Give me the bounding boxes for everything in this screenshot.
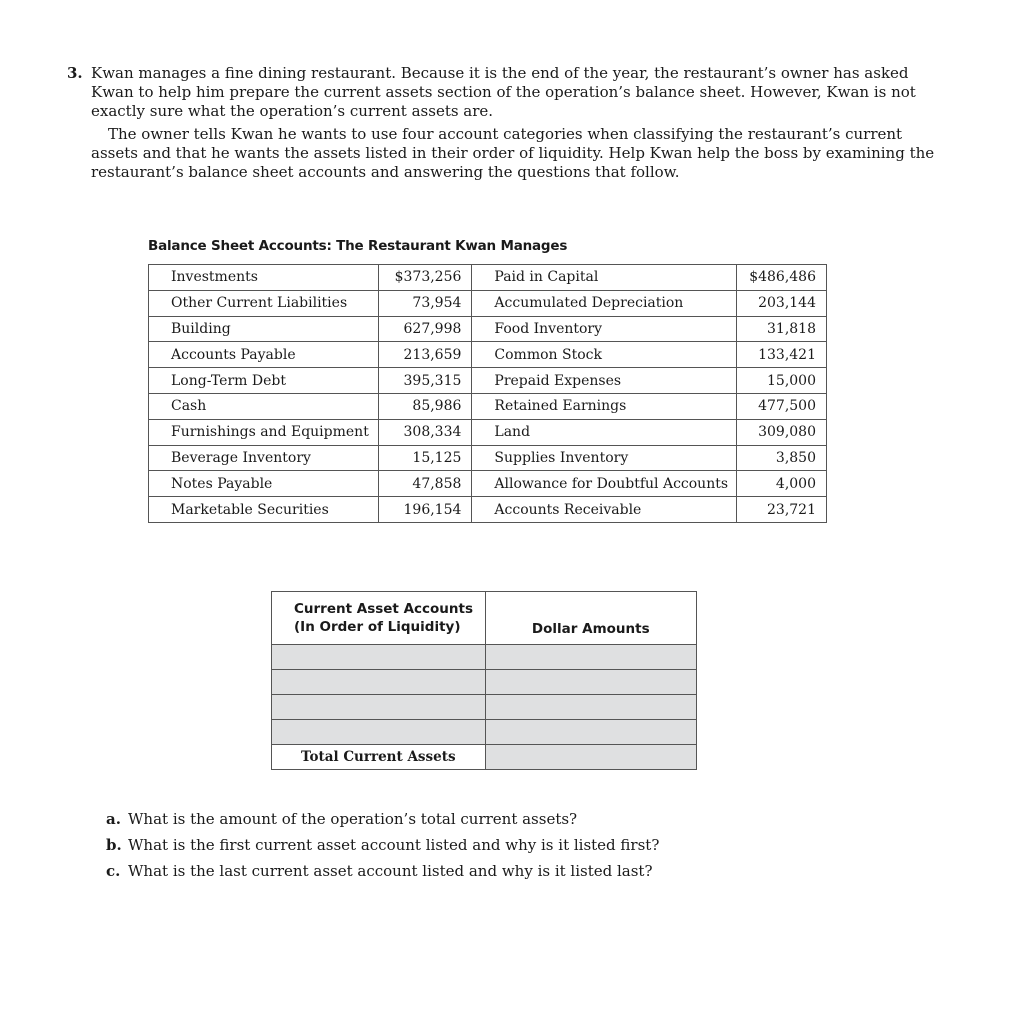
account-name: Cash (149, 393, 379, 419)
question-letter: a. (106, 810, 121, 828)
amount-entry-field[interactable] (485, 720, 696, 745)
account-name: Investments (149, 265, 379, 291)
table-row (149, 342, 827, 368)
account-name: Other Current Liabilities (149, 290, 379, 316)
total-current-assets-label: Total Current Assets (272, 745, 486, 770)
table-row (149, 497, 827, 523)
account-name: Accounts Receivable (472, 497, 737, 523)
account-name: Food Inventory (472, 316, 737, 342)
table-row (149, 471, 827, 497)
table-row (272, 645, 697, 670)
account-amount: 23,721 (737, 497, 827, 523)
question-text: What is the last current asset account listed and why is it listed last? (128, 862, 653, 880)
amount-entry-field[interactable] (485, 695, 696, 720)
account-amount: 4,000 (737, 471, 827, 497)
account-name: Prepaid Expenses (472, 368, 737, 394)
account-amount: 3,850 (737, 445, 827, 471)
account-name: Building (149, 316, 379, 342)
account-name: Accounts Payable (149, 342, 379, 368)
account-name: Common Stock (472, 342, 737, 368)
account-name: Allowance for Doubtful Accounts (472, 471, 737, 497)
account-entry-field[interactable] (272, 720, 486, 745)
question-letter: c. (106, 862, 121, 880)
account-amount: 308,334 (379, 419, 472, 445)
table-row (149, 265, 827, 291)
account-amount: 477,500 (737, 393, 827, 419)
account-amount: 85,986 (379, 393, 472, 419)
problem-paragraph-2: The owner tells Kwan he wants to use four account categories when classifying the restaurant’s current assets and that he wants the assets listed in their order of liquidity. Help Kwan help the boss by examining the restaurant’s balance sheet accounts and answering the questions that follow. (91, 125, 935, 181)
account-entry-field[interactable] (272, 645, 486, 670)
account-amount: 309,080 (737, 419, 827, 445)
table-row (149, 445, 827, 471)
problem-text (67, 64, 937, 182)
account-entry-field[interactable] (272, 670, 486, 695)
question-c (106, 858, 659, 884)
table-row (272, 695, 697, 720)
account-name: Long-Term Debt (149, 368, 379, 394)
account-amount: 133,421 (737, 342, 827, 368)
account-name: Retained Earnings (472, 393, 737, 419)
question-text: What is the first current asset account listed and why is it listed first? (128, 836, 660, 854)
header-line-2: (In Order of Liquidity) (294, 619, 461, 635)
account-name: Furnishings and Equipment (149, 419, 379, 445)
dollar-amounts-header: Dollar Amounts (485, 592, 696, 645)
account-name: Paid in Capital (472, 265, 737, 291)
question-text: What is the amount of the operation’s total current assets? (128, 810, 578, 828)
account-amount: 213,659 (379, 342, 472, 368)
account-amount: 203,144 (737, 290, 827, 316)
balance-sheet-title: Balance Sheet Accounts: The Restaurant Kwan Manages (148, 238, 568, 254)
question-b (106, 832, 659, 858)
table-row (272, 720, 697, 745)
account-name: Land (472, 419, 737, 445)
total-row (272, 745, 697, 770)
account-amount: 15,125 (379, 445, 472, 471)
current-assets-table (271, 591, 697, 770)
table-row (272, 670, 697, 695)
account-amount: 47,858 (379, 471, 472, 497)
questions-list (106, 806, 659, 884)
total-amount-field[interactable] (485, 745, 696, 770)
problem-number: 3. (67, 64, 83, 82)
account-amount: $486,486 (737, 265, 827, 291)
table-row (149, 316, 827, 342)
balance-sheet-table (148, 264, 827, 523)
table-row (149, 290, 827, 316)
amount-entry-field[interactable] (485, 645, 696, 670)
account-amount: 196,154 (379, 497, 472, 523)
problem-paragraph-1: Kwan manages a fine dining restaurant. Because it is the end of the year, the restaurant’s owner has asked Kwan to help him prepare the current assets section of the operation’s balance sheet. However, Kwan is not exactly sure what the operation’s current assets are. (91, 64, 916, 120)
account-amount: 395,315 (379, 368, 472, 394)
table-header-row (272, 592, 697, 645)
table-row (149, 393, 827, 419)
account-name: Beverage Inventory (149, 445, 379, 471)
account-name: Accumulated Depreciation (472, 290, 737, 316)
account-amount: 15,000 (737, 368, 827, 394)
account-name: Notes Payable (149, 471, 379, 497)
amount-entry-field[interactable] (485, 670, 696, 695)
account-amount: 31,818 (737, 316, 827, 342)
account-name: Supplies Inventory (472, 445, 737, 471)
table-row (149, 368, 827, 394)
account-entry-field[interactable] (272, 695, 486, 720)
account-amount: $373,256 (379, 265, 472, 291)
account-amount: 627,998 (379, 316, 472, 342)
account-amount: 73,954 (379, 290, 472, 316)
header-line-1: Current Asset Accounts (294, 601, 474, 617)
account-name: Marketable Securities (149, 497, 379, 523)
current-asset-accounts-header (272, 592, 486, 645)
question-letter: b. (106, 836, 122, 854)
table-row (149, 419, 827, 445)
question-a (106, 806, 659, 832)
